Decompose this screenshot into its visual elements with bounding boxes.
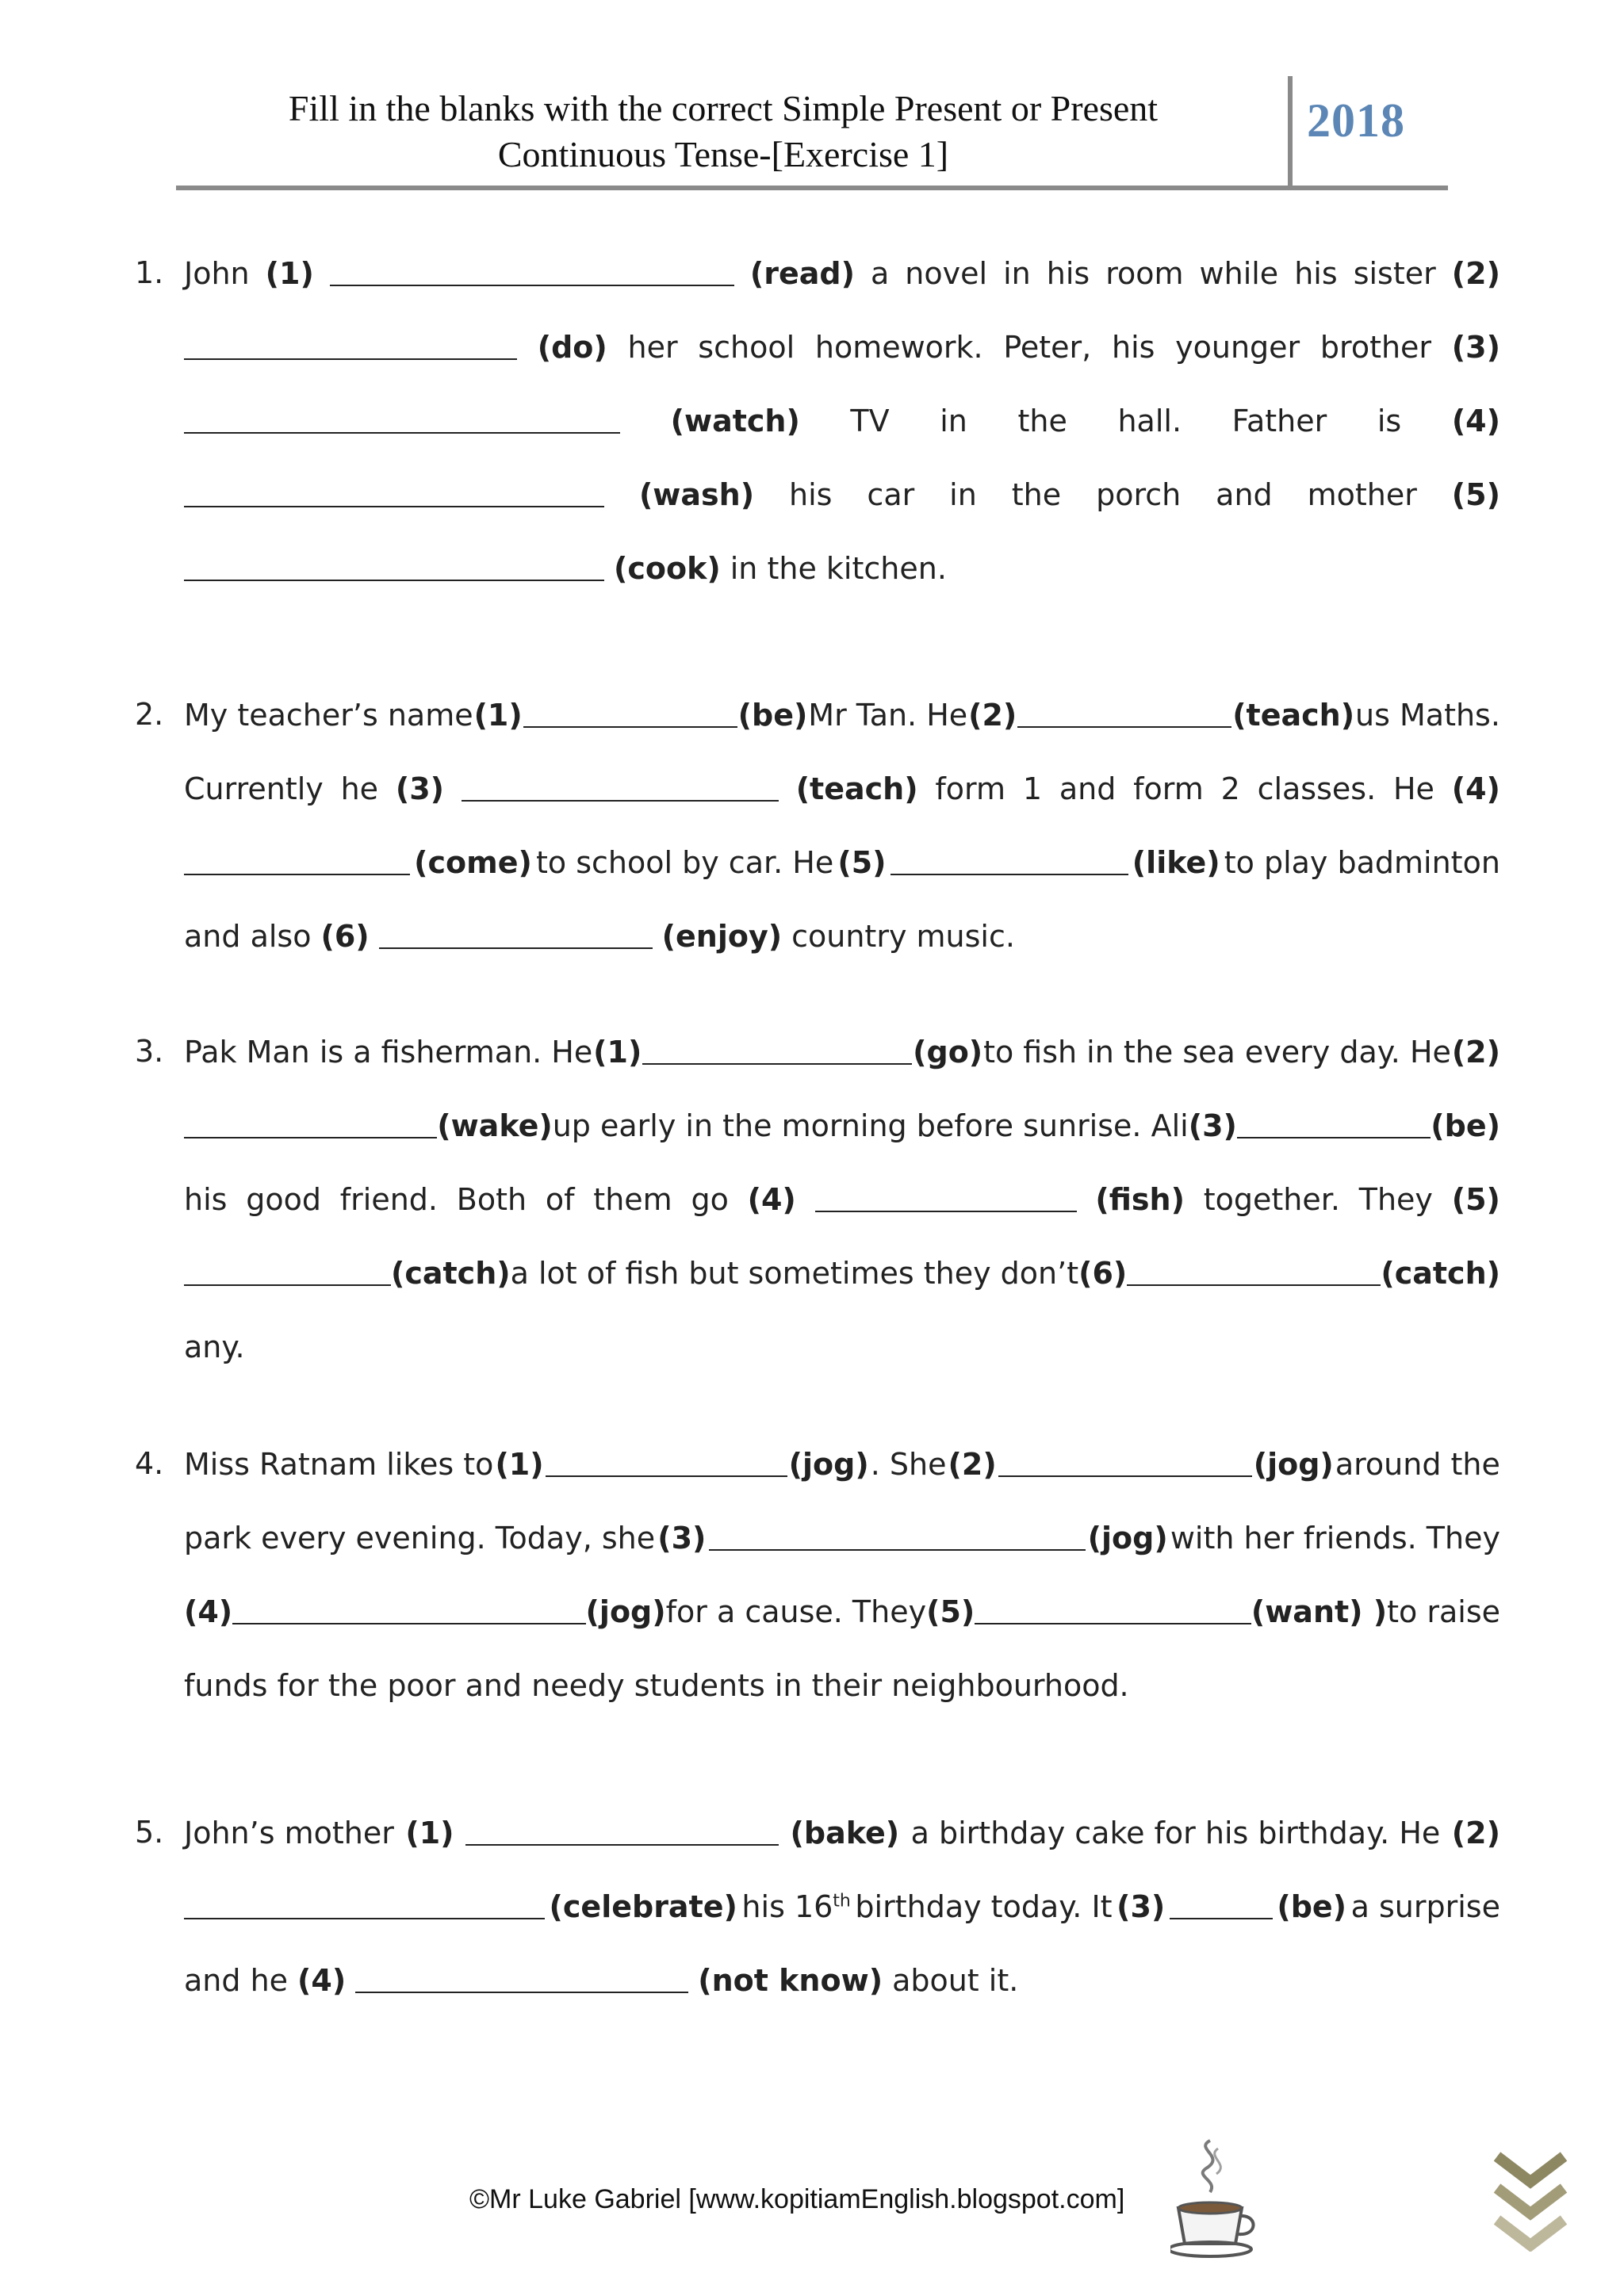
text-line (184, 457, 1500, 531)
verb-cue: (jog) (788, 1446, 869, 1482)
verb-cue: (2) (968, 697, 1017, 733)
text-word: his (184, 1181, 228, 1217)
text-word: They (1358, 1181, 1433, 1217)
header-divider-vertical (1288, 76, 1293, 189)
answer-blank[interactable] (975, 1599, 1251, 1624)
text-word: a lot of fish but sometimes they don’t (510, 1255, 1079, 1291)
verb-cue: (5) (926, 1594, 975, 1629)
answer-blank[interactable] (1237, 1113, 1431, 1138)
text-line (184, 1796, 1500, 1869)
text-word: in (940, 403, 967, 438)
text-word: around the (1335, 1446, 1500, 1482)
exercise-number: 4. (135, 1446, 164, 1481)
verb-cue: (bake) (790, 1815, 900, 1850)
answer-blank[interactable] (184, 1113, 437, 1138)
answer-blank[interactable] (184, 482, 604, 507)
verb-cue: (3) (1116, 1888, 1166, 1924)
text-word: us Maths. (1355, 697, 1500, 733)
text-word: and also (184, 918, 312, 954)
verb-cue: (4) (1451, 403, 1500, 438)
verb-cue: (read) (749, 255, 855, 291)
answer-blank[interactable] (184, 850, 410, 875)
text-word: her (627, 329, 678, 365)
text-word: Both (456, 1181, 527, 1217)
text-word: friend. (339, 1181, 438, 1217)
answer-blank[interactable] (891, 850, 1128, 875)
text-word: of (545, 1181, 575, 1217)
text-word: in the kitchen. (730, 550, 947, 586)
text-word: in (949, 476, 977, 512)
verb-cue: (wash) (638, 476, 755, 512)
text-line (184, 1310, 1500, 1383)
verb-cue: (watch) (670, 403, 800, 438)
text-word: his (789, 476, 833, 512)
verb-cue: (3) (1188, 1108, 1237, 1143)
text-line (184, 825, 1500, 899)
text-word: is (1377, 403, 1402, 438)
text-line (184, 899, 1500, 973)
answer-blank[interactable] (546, 1452, 787, 1477)
text-word: in (1003, 255, 1031, 291)
text-word: any. (184, 1329, 245, 1364)
answer-blank[interactable] (1170, 1894, 1273, 1919)
verb-cue: (1) (265, 255, 314, 291)
verb-cue: (4) (1451, 771, 1500, 806)
text-word: his 16th (741, 1888, 851, 1924)
text-word: . She (870, 1446, 947, 1482)
verb-cue: (1) (473, 697, 523, 733)
text-line (184, 531, 1500, 605)
text-word: TV (850, 403, 890, 438)
text-word: Father (1231, 403, 1327, 438)
text-word: classes. (1257, 771, 1377, 806)
answer-blank[interactable] (462, 776, 779, 802)
text-word: the (1011, 476, 1062, 512)
verb-cue: (1) (405, 1815, 454, 1850)
exercise-text (184, 1796, 1500, 2017)
text-word: hall. (1117, 403, 1182, 438)
text-word: He (1392, 771, 1434, 806)
text-word: them (593, 1181, 672, 1217)
text-word: with her friends. They (1170, 1520, 1500, 1556)
answer-blank[interactable] (379, 924, 653, 949)
verb-cue: (want) ) (1251, 1594, 1388, 1629)
text-word: his (1046, 255, 1090, 291)
header-divider-horizontal (176, 186, 1448, 190)
verb-cue: (be) (737, 697, 808, 733)
text-line (184, 384, 1500, 457)
answer-blank[interactable] (184, 1261, 391, 1286)
text-line (184, 310, 1500, 384)
verb-cue: (4) (747, 1181, 796, 1217)
verb-cue: (be) (1431, 1108, 1500, 1143)
verb-cue: (1) (495, 1446, 544, 1482)
text-line (184, 1015, 1500, 1089)
verb-cue: (fish) (1095, 1181, 1185, 1217)
exercise-number: 3. (135, 1034, 164, 1069)
text-line (184, 678, 1500, 752)
text-line (184, 752, 1500, 825)
text-line (184, 236, 1500, 310)
answer-blank[interactable] (523, 702, 737, 728)
text-line (184, 1943, 1500, 2017)
answer-blank[interactable] (184, 556, 604, 581)
text-word: up early in the morning before sunrise. Ali (552, 1108, 1189, 1143)
verb-cue: (do) (537, 329, 607, 365)
text-word: his (1111, 329, 1155, 365)
text-line (184, 1162, 1500, 1236)
verb-cue: (teach) (1232, 697, 1355, 733)
text-word: John’s mother (184, 1815, 394, 1850)
verb-cue: (be) (1277, 1888, 1347, 1924)
answer-blank[interactable] (184, 408, 620, 434)
text-word: Currently (184, 771, 324, 806)
verb-cue: (catch) (1381, 1255, 1500, 1291)
verb-cue: (3) (395, 771, 445, 806)
answer-blank[interactable] (642, 1039, 912, 1065)
verb-cue: (3) (657, 1520, 707, 1556)
text-word: Mr Tan. He (808, 697, 968, 733)
verb-cue: (1) (593, 1034, 642, 1070)
answer-blank[interactable] (815, 1187, 1077, 1212)
verb-cue: (6) (1078, 1255, 1128, 1291)
text-word: birthday today. It (855, 1888, 1113, 1924)
exercise-text (184, 678, 1500, 973)
text-word: mother (1307, 476, 1417, 512)
text-word: a (870, 255, 890, 291)
verb-cue: (jog) (1253, 1446, 1334, 1482)
verb-cue: (2) (1451, 1815, 1500, 1850)
page-title (176, 86, 1270, 178)
text-word: good (246, 1181, 321, 1217)
verb-cue: (5) (1451, 476, 1500, 512)
text-word: and (1216, 476, 1273, 512)
verb-cue: (teach) (795, 771, 918, 806)
verb-cue: (catch) (390, 1255, 511, 1291)
verb-cue: (6) (320, 918, 370, 954)
verb-cue: (come) (414, 844, 532, 880)
text-line (184, 1427, 1500, 1501)
text-word: and he (184, 1962, 289, 1998)
answer-blank[interactable] (465, 1820, 779, 1846)
verb-cue: (5) (1451, 1181, 1500, 1217)
verb-cue: (2) (948, 1446, 997, 1482)
text-word: form (1133, 771, 1204, 806)
text-word: for a cause. They (665, 1594, 927, 1629)
text-word: Peter, (1003, 329, 1092, 365)
answer-blank[interactable] (998, 1452, 1252, 1477)
exercise-text (184, 1427, 1500, 1722)
text-word: the (1017, 403, 1067, 438)
text-word: while (1199, 255, 1279, 291)
verb-cue: (like) (1132, 844, 1220, 880)
text-line (184, 1648, 1500, 1722)
text-word: to fish in the sea every day. He (983, 1034, 1451, 1070)
text-line (184, 1501, 1500, 1575)
text-line (184, 1575, 1500, 1648)
verb-cue: (jog) (1087, 1520, 1168, 1556)
text-word: he (340, 771, 379, 806)
answer-blank[interactable] (330, 261, 734, 286)
verb-cue: (go) (913, 1034, 983, 1070)
text-word: homework. (814, 329, 983, 365)
text-word: to play badminton (1224, 844, 1500, 880)
text-word: about it. (892, 1962, 1019, 1998)
verb-cue: (4) (184, 1594, 233, 1629)
answer-blank[interactable] (355, 1968, 688, 1993)
text-word: park every evening. Today, she (184, 1520, 656, 1556)
exercise-number: 1. (135, 255, 164, 290)
text-word: younger (1175, 329, 1300, 365)
verb-cue: (4) (297, 1962, 347, 1998)
text-word: his (1294, 255, 1338, 291)
coffee-cup-icon (1170, 2133, 1258, 2260)
text-line (184, 1089, 1500, 1162)
exercise-text (184, 1015, 1500, 1383)
text-word: form (935, 771, 1006, 806)
verb-cue: (enjoy) (661, 918, 783, 954)
text-word: funds for the poor and needy students in their neighbourhood. (184, 1667, 1129, 1703)
title-line-2: Continuous Tense-[Exercise 1] (497, 134, 949, 174)
text-word: together. (1203, 1181, 1340, 1217)
answer-blank[interactable] (1127, 1261, 1381, 1286)
text-word: My teacher’s name (184, 697, 473, 733)
verb-cue: (celebrate) (549, 1888, 737, 1924)
verb-cue: (jog) (585, 1594, 666, 1629)
verb-cue: (cook) (614, 550, 721, 586)
text-word: sister (1353, 255, 1436, 291)
text-word: to school by car. He (535, 844, 834, 880)
footer-copyright: ©Mr Luke Gabriel [www.kopitiamEnglish.blogspot.com] (469, 2184, 1125, 2214)
text-word: 2 (1220, 771, 1240, 806)
answer-blank[interactable] (184, 335, 517, 360)
year-label: 2018 (1307, 94, 1405, 147)
text-word: a surprise (1350, 1888, 1500, 1924)
verb-cue: (not know) (698, 1962, 883, 1998)
text-line (184, 1869, 1500, 1943)
text-word: Pak Man is a fisherman. He (184, 1034, 593, 1070)
text-word: novel (905, 255, 988, 291)
exercise-number: 5. (135, 1815, 164, 1850)
exercise-text (184, 236, 1500, 605)
chevron-down-double-icon (1491, 2149, 1570, 2252)
text-word: porch (1096, 476, 1182, 512)
text-word: school (698, 329, 795, 365)
text-word: 1 (1022, 771, 1043, 806)
text-word: brother (1320, 329, 1432, 365)
text-word: country music. (791, 918, 1015, 954)
verb-cue: (5) (837, 844, 887, 880)
answer-blank[interactable] (232, 1599, 585, 1624)
verb-cue: (wake) (437, 1108, 553, 1143)
answer-blank[interactable] (184, 1894, 545, 1919)
ordinal-suffix: th (833, 1890, 851, 1911)
text-word: room (1105, 255, 1184, 291)
verb-cue: (3) (1451, 329, 1500, 365)
text-line (184, 1236, 1500, 1310)
text-word: and (1059, 771, 1116, 806)
verb-cue: (2) (1451, 1034, 1500, 1070)
text-word: Miss Ratnam likes to (184, 1446, 494, 1482)
text-word: car (867, 476, 915, 512)
answer-blank[interactable] (1017, 702, 1231, 728)
title-line-1: Fill in the blanks with the correct Simple Present or Present (288, 88, 1159, 128)
text-word: go (691, 1181, 729, 1217)
text-word: a birthday cake for his birthday. He (910, 1815, 1441, 1850)
verb-cue: (2) (1451, 255, 1500, 291)
exercise-number: 2. (135, 697, 164, 732)
text-word: to raise (1387, 1594, 1500, 1629)
answer-blank[interactable] (709, 1525, 1086, 1551)
text-word: John (184, 255, 250, 291)
